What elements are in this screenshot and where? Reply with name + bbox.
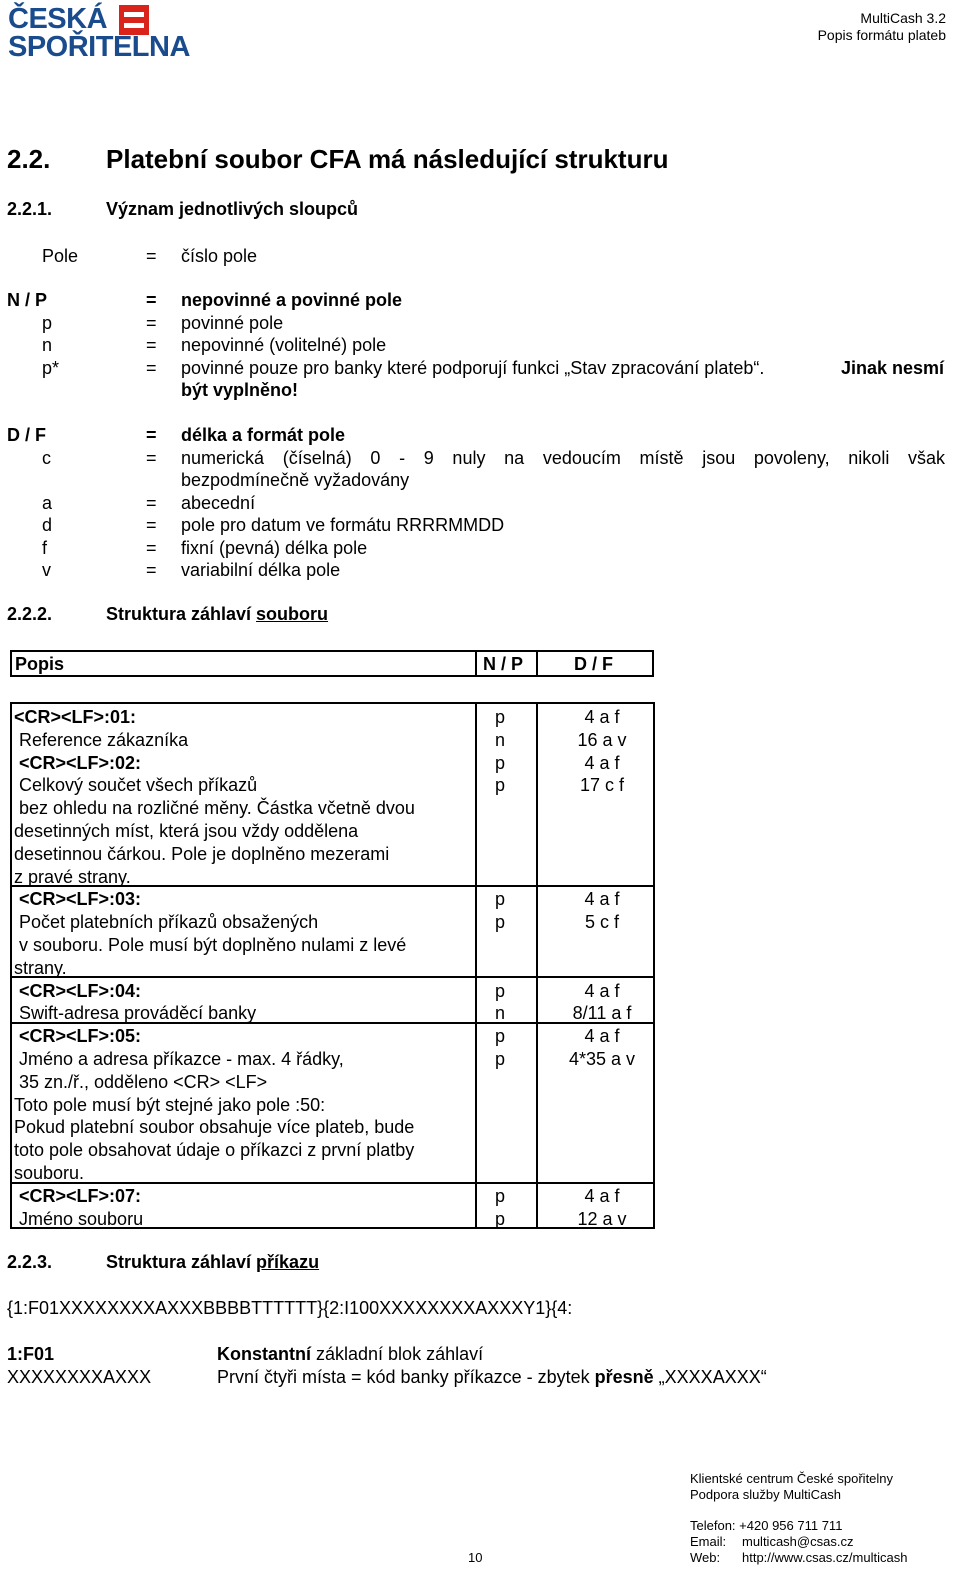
- legend-row-n: [0, 334, 960, 356]
- row-np: p: [495, 1026, 506, 1047]
- legend-eq: =: [146, 313, 157, 333]
- legend-value: variabilní délka pole: [181, 560, 341, 580]
- legend-value: numerická (číselná) 0 - 9 nuly na vedoucím místě jsou povoleny, nikoli však: [181, 448, 945, 468]
- table-row: [12, 706, 653, 729]
- row-description: <CR><LF>:02:: [19, 752, 142, 773]
- header-subtitle: Popis formátu plateb: [817, 27, 946, 43]
- legend-row-c: [0, 447, 960, 469]
- x-row: [0, 1366, 960, 1388]
- table-row: [12, 1185, 653, 1208]
- tel-value: +420 956 711 711: [739, 1518, 843, 1533]
- legend-key: Pole: [42, 246, 79, 266]
- row-np: p: [495, 1049, 506, 1069]
- row-df: 5 c f: [584, 912, 619, 933]
- row-description: <CR><LF>:07:: [19, 1185, 142, 1206]
- footer-contact: [690, 1471, 893, 1503]
- legend-eq: =: [146, 358, 157, 378]
- table-row: [12, 934, 653, 957]
- table-row: [12, 752, 653, 775]
- row-np: p: [495, 752, 506, 773]
- legend-value-cont: být vyplněno!: [181, 380, 299, 400]
- table-row: [12, 1048, 653, 1071]
- legend-value: povinné pouze pro banky které podporují funkci „Stav zpracování plateb“.: [181, 358, 765, 378]
- legend-eq: =: [146, 448, 157, 468]
- legend-value: abecední: [181, 493, 256, 513]
- row-df: 17 c f: [579, 775, 625, 796]
- row-description: <CR><LF>:03:: [19, 889, 142, 910]
- row-np: n: [495, 1003, 506, 1024]
- legend-row-np: [0, 289, 960, 311]
- legend-value: pole pro datum ve formátu RRRRMMDD: [181, 515, 505, 535]
- row-description: Celkový součet všech příkazů: [19, 775, 258, 796]
- legend-row-df: [0, 424, 960, 446]
- web-label: Web:: [690, 1550, 721, 1565]
- section-title-underlined: příkazu: [256, 1252, 320, 1272]
- row-np: p: [495, 1208, 506, 1229]
- section-2-2-2-number: 2.2.2.: [7, 604, 53, 624]
- row-description: Jméno a adresa příkazce - max. 4 řádky,: [19, 1049, 344, 1069]
- legend-row-p: [0, 312, 960, 334]
- row-df: 4 a f: [584, 752, 620, 773]
- legend-value-cont: bezpodmínečně vyžadovány: [181, 470, 410, 490]
- row-description: 35 zn./ř., odděleno <CR> <LF>: [19, 1071, 268, 1092]
- row-df: 4 a f: [584, 1185, 620, 1206]
- legend-row-v: [0, 559, 960, 581]
- row-np: p: [495, 707, 506, 727]
- legend-value: číslo pole: [181, 246, 258, 266]
- legend-key: c: [42, 448, 51, 468]
- table-header: [10, 650, 654, 677]
- legend-value: délka a formát pole: [181, 425, 346, 445]
- row-description: Pokud platební soubor obsahuje více plateb, bude: [14, 1117, 415, 1138]
- legend-row-pstar-cont: [0, 379, 960, 401]
- f01-key: 1:F01: [7, 1344, 55, 1364]
- email-label: Email:: [690, 1534, 727, 1549]
- table-row: [12, 1094, 653, 1117]
- bank-logo: [8, 3, 190, 64]
- f01-row: [0, 1343, 960, 1365]
- legend-eq: =: [146, 290, 157, 310]
- column-divider: [536, 652, 538, 675]
- legend-eq: =: [146, 538, 157, 558]
- column-divider: [475, 652, 477, 675]
- legend-eq: =: [146, 335, 157, 355]
- row-description: souboru.: [14, 1163, 85, 1183]
- legend-key: v: [42, 560, 51, 580]
- legend-value: nepovinné (volitelné) pole: [181, 335, 387, 355]
- row-description: toto pole obsahovat údaje o příkazci z první platby: [14, 1140, 415, 1161]
- x-desc-bold: přesně: [594, 1367, 654, 1387]
- legend-value: fixní (pevná) délka pole: [181, 538, 368, 558]
- row-df: 4 a f: [584, 707, 620, 727]
- header-df: D / F: [574, 654, 613, 674]
- legend-row-a: [0, 492, 960, 514]
- logo-line2: SPOŘITELNA: [8, 31, 190, 63]
- legend-value-bold: Jinak nesmí: [840, 358, 944, 378]
- logo-line1: ČESKÁ: [8, 3, 108, 35]
- section-2-2-1-title: Význam jednotlivých sloupců: [106, 199, 359, 219]
- section-2-2-number: 2.2.: [7, 144, 51, 174]
- legend-row-pstar: [0, 357, 960, 379]
- table-row: [12, 980, 653, 1003]
- row-np: p: [495, 1185, 506, 1206]
- legend-row-pole: [0, 245, 960, 267]
- legend-key: D / F: [7, 425, 46, 445]
- legend-key: a: [42, 493, 53, 513]
- x-desc-post: „XXXXAXXX“: [653, 1367, 767, 1387]
- section-2-2-title: Platební soubor CFA má následující strukturu: [106, 144, 669, 174]
- table-row: [12, 1071, 653, 1094]
- row-df: 4*35 a v: [568, 1049, 636, 1069]
- legend-row-c-cont: [0, 469, 960, 491]
- section-title-underlined: souboru: [256, 604, 329, 624]
- header-popis: Popis: [15, 654, 65, 674]
- table-row: [12, 866, 653, 889]
- table-row: [12, 957, 653, 980]
- section-title-text: Struktura záhlaví: [106, 604, 257, 624]
- footer-tel: [690, 1518, 842, 1534]
- row-df: 8/11 a f: [572, 1003, 632, 1024]
- header-np: N / P: [483, 654, 524, 674]
- row-description: <CR><LF>:05:: [19, 1026, 142, 1047]
- row-description: v souboru. Pole musí být doplněno nulami z levé: [19, 935, 407, 955]
- footer-center: Klientské centrum České spořitelny: [690, 1471, 894, 1486]
- section-2-2-3-title: [106, 1252, 319, 1273]
- f01-desc-rest: základní blok záhlaví: [311, 1344, 484, 1364]
- tel-label: Telefon:: [690, 1518, 736, 1533]
- email-link[interactable]: multicash@csas.cz: [742, 1534, 854, 1549]
- row-description: Reference zákazníka: [19, 729, 189, 750]
- x-desc-pre: První čtyři místa = kód banky příkazce - zbytek: [217, 1367, 595, 1387]
- x-key: XXXXXXXXAXXX: [7, 1367, 152, 1387]
- table-row: [12, 774, 653, 797]
- table-row: [12, 843, 653, 866]
- x-desc: [217, 1366, 767, 1388]
- legend-eq: =: [146, 515, 157, 535]
- row-description: Swift-adresa prováděcí banky: [19, 1003, 257, 1024]
- row-description: desetinných míst, která jsou vždy oddělena: [14, 821, 359, 841]
- row-df: 4 a f: [584, 1026, 620, 1047]
- table-row: [12, 797, 653, 820]
- page-number: 10: [468, 1550, 483, 1565]
- row-description: Počet platebních příkazů obsažených: [19, 912, 319, 933]
- page-header: [818, 10, 946, 44]
- table-row: [12, 729, 653, 752]
- table-row: [12, 911, 653, 934]
- legend-eq: =: [146, 246, 157, 266]
- web-link[interactable]: http://www.csas.cz/multicash: [742, 1550, 908, 1565]
- row-np: p: [495, 889, 506, 910]
- legend-key: p: [42, 313, 53, 333]
- legend-value: nepovinné a povinné pole: [181, 290, 403, 310]
- legend-row-f: [0, 537, 960, 559]
- row-np: p: [495, 912, 506, 933]
- footer-web: [690, 1550, 907, 1566]
- row-df: 4 a f: [584, 980, 620, 1001]
- field-table: [10, 702, 655, 1229]
- section-title-text: Struktura záhlaví: [106, 1252, 257, 1272]
- row-description: <CR><LF>:01:: [14, 707, 137, 727]
- row-np: n: [495, 729, 506, 750]
- table-row: [12, 820, 653, 843]
- footer-email: [690, 1534, 853, 1550]
- section-2-2-2-title: [106, 604, 328, 625]
- row-description: Jméno souboru: [19, 1208, 144, 1229]
- row-np: p: [495, 980, 506, 1001]
- row-description: strany.: [14, 957, 67, 978]
- legend-value: povinné pole: [181, 313, 284, 333]
- table-row: [12, 1162, 653, 1185]
- row-description: bez ohledu na rozličné měny. Částka včetně dvou: [19, 798, 415, 819]
- section-2-2-3-number: 2.2.3.: [7, 1252, 53, 1272]
- row-description: z pravé strany.: [14, 866, 131, 887]
- table-row: [12, 1002, 653, 1025]
- f01-desc-bold: Konstantní: [217, 1344, 311, 1364]
- legend-eq: =: [146, 425, 157, 445]
- legend-key: f: [42, 538, 48, 558]
- table-row: [12, 1025, 653, 1048]
- legend-row-d: [0, 514, 960, 536]
- legend-key: d: [42, 515, 53, 535]
- table-row: [12, 1208, 653, 1231]
- table-row: [12, 888, 653, 911]
- row-description: <CR><LF>:04:: [19, 980, 142, 1001]
- legend-key: p*: [42, 358, 60, 378]
- table-row: [12, 1116, 653, 1139]
- row-df: 12 a v: [577, 1208, 627, 1229]
- header-code-line: {1:F01XXXXXXXXAXXXBBBBTTTTTT}{2:I100XXXXXXXXAXXXY1}{4:: [7, 1298, 573, 1318]
- legend-eq: =: [146, 560, 157, 580]
- row-description: desetinnou čárkou. Pole je doplněno mezerami: [14, 843, 390, 864]
- legend-key: n: [42, 335, 53, 355]
- header-app: MultiCash 3.2: [860, 10, 946, 26]
- footer-support: Podpora služby MultiCash: [690, 1487, 842, 1502]
- legend-eq: =: [146, 493, 157, 513]
- row-description: Toto pole musí být stejné jako pole :50:: [14, 1094, 326, 1115]
- row-df: 16 a v: [577, 729, 627, 750]
- table-row: [12, 1139, 653, 1162]
- row-df: 4 a f: [584, 889, 620, 910]
- f01-desc: [217, 1343, 483, 1365]
- row-np: p: [495, 775, 506, 796]
- legend-key: N / P: [7, 290, 48, 310]
- section-2-2-1-number: 2.2.1.: [7, 199, 53, 219]
